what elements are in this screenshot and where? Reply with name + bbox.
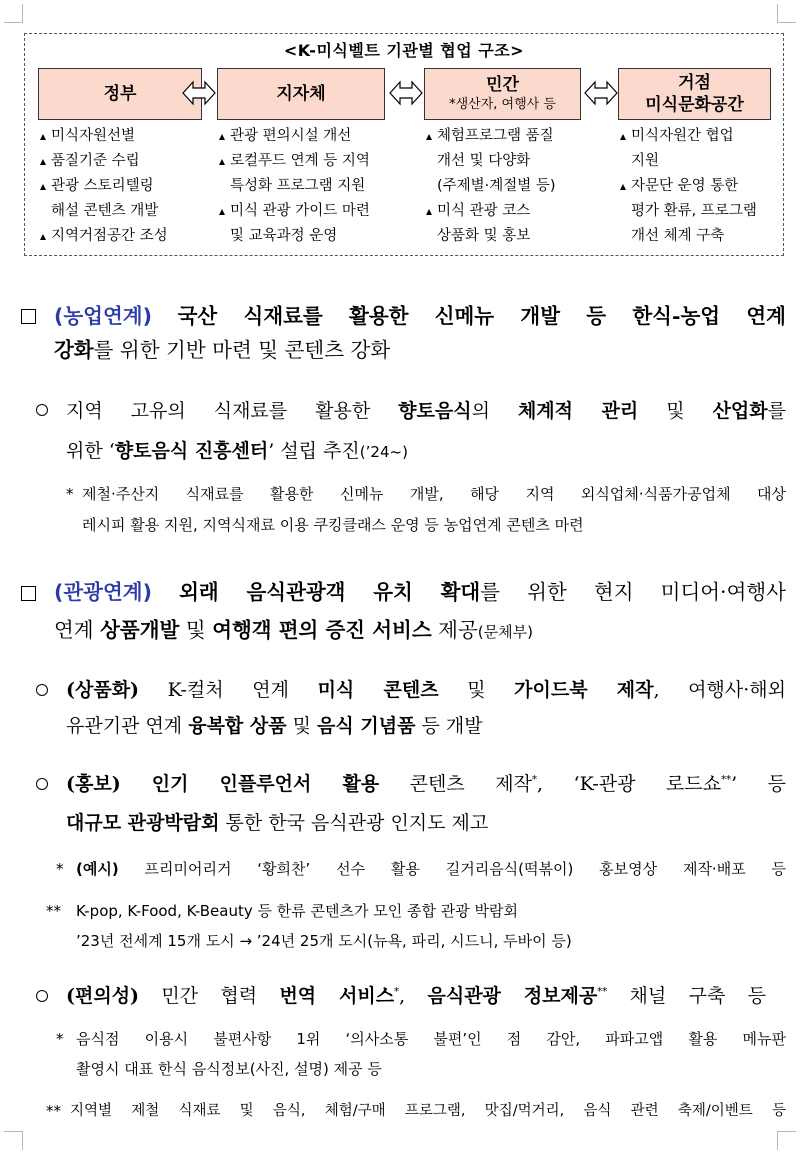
point-text xyxy=(66,434,786,469)
circle-bullet-icon xyxy=(36,684,48,696)
triangle-bullet-icon xyxy=(219,159,225,165)
item-text-continued: 상품화 및 홍보 xyxy=(437,228,531,244)
page-corner-mark xyxy=(777,4,796,23)
text: 프리미어리거 ‘황희찬’ 선수 활용 길거리음식(떡볶이) 홍보영상 제작·배포 등 xyxy=(118,860,786,878)
footnote-mark: ** xyxy=(46,902,61,920)
footnote-text: K-pop, K-Food, K-Beauty 등 한류 콘텐츠가 모인 종합 관광 박람회 xyxy=(76,902,518,920)
text: 번역 서비스 xyxy=(279,985,395,1007)
list-item xyxy=(40,149,210,174)
footnote-mark: * xyxy=(56,1030,64,1048)
footnote-ref: * xyxy=(531,774,537,786)
text: 통한 한국 음식관광 인지도 제고 xyxy=(219,812,489,834)
footnote-mark: ** xyxy=(46,1102,61,1120)
triangle-bullet-icon xyxy=(620,134,626,140)
column-government-items xyxy=(40,124,210,249)
header-sublabel: *생산자, 여행사 등 xyxy=(449,97,556,112)
collaboration-diagram xyxy=(24,33,784,256)
item-text: 관광 스토리텔링 xyxy=(51,178,154,194)
text: 가이드북 제작 xyxy=(514,679,654,701)
triangle-bullet-icon xyxy=(40,134,46,140)
text: (예시) xyxy=(76,860,119,878)
list-item xyxy=(620,174,780,199)
footnote-text: 음식점 이용시 불편사항 1위 ‘의사소통 불편’인 점 감안, 파파고앱 활용 메뉴판 xyxy=(76,1030,786,1048)
footnote-text: 제철·주산지 식재료를 활용한 신메뉴 개발, 해당 지역 외식업체·식품가공업체 대상 xyxy=(82,485,786,503)
item-text: 미식자원간 협업 xyxy=(631,128,734,144)
text: ’ 등 xyxy=(731,773,787,795)
text: 산업화 xyxy=(712,400,768,422)
double-arrow-icon xyxy=(182,80,216,106)
page-corner-mark xyxy=(4,1131,23,1150)
list-item xyxy=(219,149,399,174)
text: 를 xyxy=(767,400,786,422)
text: 콘텐츠 제작 xyxy=(379,773,532,795)
item-text-continued: 특성화 프로그램 지원 xyxy=(230,178,366,194)
footnote-ref: ** xyxy=(721,774,732,786)
text: 민간 협력 xyxy=(139,985,280,1007)
double-arrow-icon xyxy=(389,80,423,106)
text: 및 xyxy=(286,715,318,737)
text: 위한 ‘ xyxy=(66,440,115,462)
point-text xyxy=(66,806,786,840)
text: (상품화) xyxy=(66,679,140,701)
list-item xyxy=(219,124,399,149)
text: (편의성) xyxy=(66,985,140,1007)
item-text-continued: (주제별·계절별 등) xyxy=(437,178,556,194)
heading-text: 강화 xyxy=(54,338,94,362)
header-hub-space xyxy=(618,68,771,120)
text: 및 xyxy=(638,400,713,422)
column-hub-space-items xyxy=(620,124,780,249)
triangle-bullet-icon xyxy=(219,209,225,215)
text: 미식 콘텐츠 xyxy=(317,679,439,701)
point-text xyxy=(66,709,786,743)
point-text xyxy=(66,767,786,801)
item-text-continued: 개선 체계 구축 xyxy=(631,228,725,244)
footnote-text: 레시피 활용 지원, 지역식재료 이용 쿠킹클래스 운영 등 농업연계 콘텐츠 마련 xyxy=(82,516,584,534)
header-label: 거점 xyxy=(678,73,711,93)
text: 인기 인플루언서 활용 xyxy=(120,773,380,795)
footnote-text: 지역별 제철 식재료 및 음식, 체험/구매 프로그램, 맛집/먹거리, 음식 관련 축제/이벤트 등 xyxy=(70,1103,786,1119)
item-text-continued: 해설 콘텐츠 개발 xyxy=(51,203,159,219)
heading-text: 외래 음식관광객 유치 확대 xyxy=(179,580,481,604)
item-text: 관광 편의시설 개선 xyxy=(230,128,352,144)
heading-text: 상품개발 xyxy=(100,618,180,642)
item-text: 로컬푸드 연계 등 지역 xyxy=(230,153,370,169)
diagram-title: <K-미식벨트 기관별 협업 구조> xyxy=(283,41,525,60)
text: (’24~) xyxy=(359,443,408,461)
item-text-continued: 지원 xyxy=(631,153,660,169)
text: , xyxy=(399,985,428,1007)
text: 향토음식 xyxy=(398,400,472,422)
text: 지역 고유의 식재료를 활용한 xyxy=(66,400,399,422)
text: 유관기관 연계 xyxy=(66,715,189,737)
item-text-continued: 개선 및 다양화 xyxy=(437,153,531,169)
heading-text: 국산 식재료를 활용한 신메뉴 개발 등 한식-농업 연계 xyxy=(177,304,786,328)
list-item xyxy=(40,174,210,199)
list-item xyxy=(40,124,210,149)
text: 음식관광 정보제공 xyxy=(427,985,598,1007)
text: 음식 기념품 xyxy=(317,715,416,737)
triangle-bullet-icon xyxy=(219,134,225,140)
text: 융복합 상품 xyxy=(188,715,287,737)
item-text: 지역거점공간 조성 xyxy=(51,228,168,244)
section-heading-agriculture-line2 xyxy=(54,333,786,367)
section-heading-tourism xyxy=(54,575,786,609)
item-text: 체험프로그램 품질 xyxy=(437,128,554,144)
heading-text: 연계 xyxy=(54,618,101,642)
section-heading-tourism-line2 xyxy=(54,613,786,649)
square-bullet-icon xyxy=(21,309,36,324)
heading-text: 및 xyxy=(179,618,213,642)
triangle-bullet-icon xyxy=(620,184,626,190)
text: 의 xyxy=(471,400,518,422)
item-text: 미식 관광 코스 xyxy=(437,203,531,219)
triangle-bullet-icon xyxy=(426,134,432,140)
text: ’ 설립 추진 xyxy=(268,440,360,462)
point-text xyxy=(66,394,786,428)
footnote-mark: * xyxy=(66,485,74,503)
point-text xyxy=(66,673,786,707)
triangle-bullet-icon xyxy=(40,184,46,190)
section-tag: (농업연계) xyxy=(54,304,152,328)
list-item xyxy=(40,224,210,249)
header-government xyxy=(38,68,202,120)
list-item xyxy=(219,199,399,224)
item-text: 미식 관광 가이드 마련 xyxy=(230,203,370,219)
item-text-continued: 평가 환류, 프로그램 xyxy=(631,203,757,219)
double-arrow-icon xyxy=(584,80,618,106)
heading-text: 를 위한 현지 미디어·여행사 xyxy=(480,580,786,604)
section-tag: (관광연계) xyxy=(54,580,152,604)
header-label: 지자체 xyxy=(276,84,326,104)
item-text: 미식자원선별 xyxy=(51,128,136,144)
text: (홍보) xyxy=(66,773,121,795)
footnote-mark: * xyxy=(56,860,64,878)
heading-text: (문체부) xyxy=(477,623,533,641)
header-label: 민간 xyxy=(486,75,519,95)
footnote-ref: * xyxy=(394,986,400,998)
item-text: 자문단 운영 통한 xyxy=(631,178,739,194)
header-label-2: 미식문화공간 xyxy=(645,95,744,115)
header-label: 정부 xyxy=(103,84,137,104)
triangle-bullet-icon xyxy=(40,159,46,165)
section-heading-agriculture xyxy=(54,299,786,333)
footnote-ref: ** xyxy=(597,986,608,998)
circle-bullet-icon xyxy=(36,404,48,416)
circle-bullet-icon xyxy=(36,778,48,790)
footnote-text: 촬영시 대표 한식 음식정보(사진, 설명) 제공 등 xyxy=(76,1060,382,1078)
triangle-bullet-icon xyxy=(426,209,432,215)
square-bullet-icon xyxy=(21,586,36,601)
text: 향토음식 진흥센터 xyxy=(114,440,269,462)
header-local-government xyxy=(217,68,385,120)
text: 체계적 관리 xyxy=(517,400,639,422)
item-text-continued: 및 교육과정 운영 xyxy=(230,228,338,244)
text: , 여행사·해외 xyxy=(653,679,786,701)
heading-text: 제공 xyxy=(431,618,478,642)
page-corner-mark xyxy=(777,1131,796,1150)
list-item xyxy=(426,199,591,224)
header-private xyxy=(424,68,581,120)
text: 대규모 관광박람회 xyxy=(66,812,220,834)
footnote-text: ’23년 전세계 15개 도시 → ’24년 25개 도시(뉴욕, 파리, 시드니, 두바이 등) xyxy=(76,932,572,950)
text: 및 xyxy=(438,679,515,701)
text: , ‘K-관광 로드쇼 xyxy=(536,773,722,795)
list-item xyxy=(620,124,780,149)
column-local-government-items xyxy=(219,124,399,249)
text: K-컬처 연계 xyxy=(139,679,318,701)
footnote-text xyxy=(76,855,786,883)
column-private-items xyxy=(426,124,591,249)
point-text xyxy=(66,979,766,1013)
page-corner-mark xyxy=(4,4,23,23)
triangle-bullet-icon xyxy=(40,234,46,240)
list-item xyxy=(426,124,591,149)
item-text: 품질기준 수립 xyxy=(51,153,140,169)
circle-bullet-icon xyxy=(36,990,48,1002)
heading-text: 여행객 편의 증진 서비스 xyxy=(212,618,432,642)
text: 채널 구축 등 xyxy=(607,985,766,1007)
heading-text: 를 위한 기반 마련 및 콘텐츠 강화 xyxy=(93,338,391,362)
text: 등 개발 xyxy=(415,715,483,737)
